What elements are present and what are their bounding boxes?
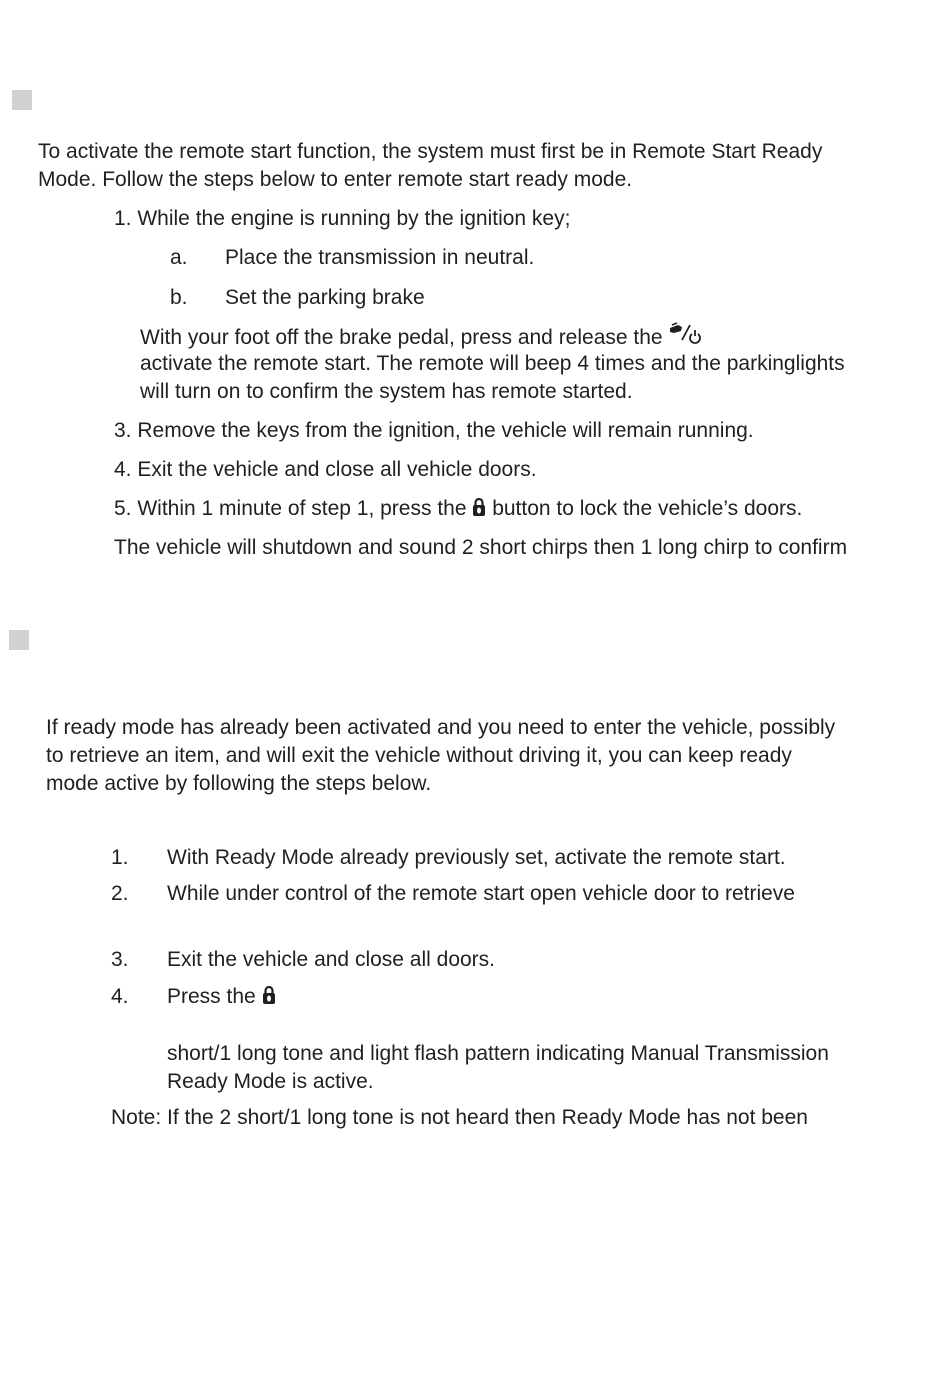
section1-step2-line2: activate the remote start. The remote will beep 4 times and the parkinglights (140, 352, 845, 375)
section1-intro-line1: To activate the remote start function, the system must first be in Remote Start Ready (38, 140, 823, 163)
section2-step3-num: 3. (111, 948, 129, 971)
section2-step2-text: While under control of the remote start open vehicle door to retrieve (167, 882, 795, 905)
section1-confirm: The vehicle will shutdown and sound 2 short chirps then 1 long chirp to confirm (114, 536, 848, 559)
step5-text-after: button to lock the vehicle’s doors. (492, 497, 803, 520)
section1-step5 (114, 495, 802, 523)
sub-step-b-text: Set the parking brake (225, 286, 425, 309)
section2-step2-num: 2. (111, 882, 129, 905)
remote-start-icon (668, 322, 702, 346)
section2-intro-line3: mode active by following the steps below. (46, 772, 432, 795)
section1-step1: 1. While the engine is running by the ignition key; (114, 207, 571, 230)
step2-text: With your foot off the brake pedal, press and release the (140, 326, 663, 349)
section2-step1-text: With Ready Mode already previously set, activate the remote start. (167, 846, 786, 869)
section1-step4: 4. Exit the vehicle and close all vehicle doors. (114, 458, 537, 481)
step5-text-before: 5. Within 1 minute of step 1, press the (114, 497, 467, 520)
section2-intro-line1: If ready mode has already been activated and you need to enter the vehicle, possibly (46, 716, 836, 739)
section2-step1-num: 1. (111, 846, 129, 869)
section1-intro-line2: Mode. Follow the steps below to enter remote start ready mode. (38, 168, 633, 191)
section2-intro-line2: to retrieve an item, and will exit the vehicle without driving it, you can keep ready (46, 744, 792, 767)
section1-step2-line3: will turn on to confirm the system has remote started. (140, 380, 633, 403)
section2-note: Note: If the 2 short/1 long tone is not heard then Ready Mode has not been (111, 1106, 808, 1129)
section2-step4-cont-line1: short/1 long tone and light flash pattern indicating Manual Transmission (167, 1042, 829, 1065)
section2-step4-text (167, 983, 276, 1011)
step4-text: Press the (167, 985, 256, 1008)
section2-step3-text: Exit the vehicle and close all doors. (167, 948, 496, 971)
section-marker-1 (12, 90, 32, 110)
sub-step-b-label: b. (170, 286, 188, 309)
sub-step-a-label: a. (170, 246, 188, 269)
lock-icon (472, 497, 486, 517)
section1-step3: 3. Remove the keys from the ignition, the vehicle will remain running. (114, 419, 754, 442)
section2-step4-cont-line2: Ready Mode is active. (167, 1070, 374, 1093)
sub-step-a-text: Place the transmission in neutral. (225, 246, 535, 269)
lock-icon (262, 985, 276, 1005)
section-marker-2 (9, 630, 29, 650)
section1-step2-line1 (140, 322, 702, 352)
section2-step4-num: 4. (111, 985, 129, 1008)
